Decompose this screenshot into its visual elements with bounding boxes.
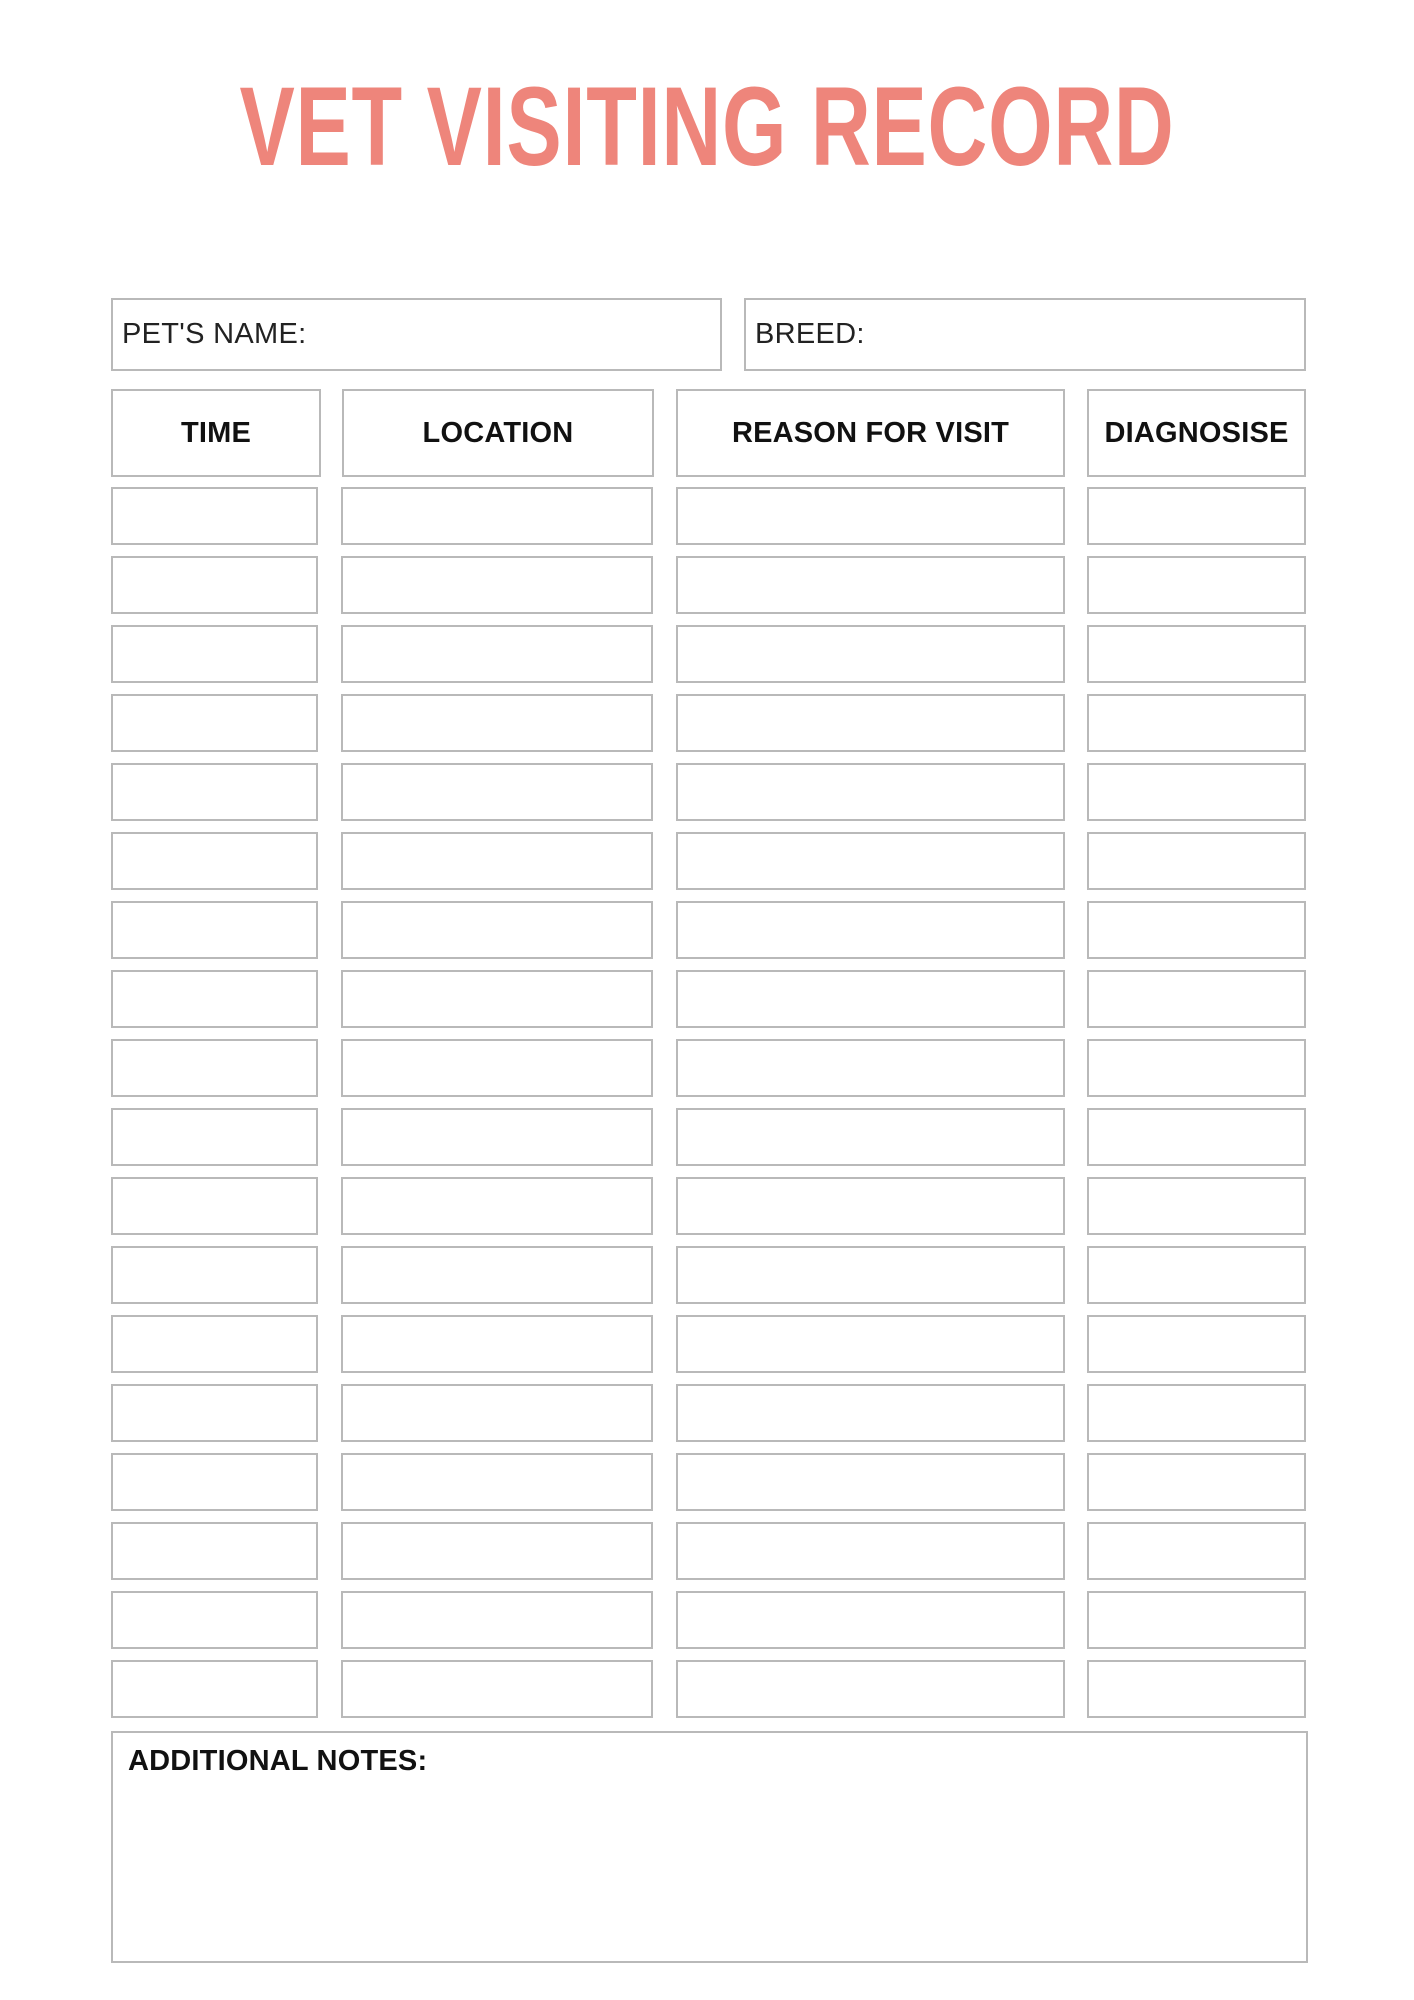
table-cell-diagnosise[interactable] bbox=[1087, 1660, 1306, 1718]
table-cell-time[interactable] bbox=[111, 901, 318, 959]
table-cell-time[interactable] bbox=[111, 832, 318, 890]
page-title: VET VISITING RECORD bbox=[239, 64, 1175, 189]
table-cell-diagnosise[interactable] bbox=[1087, 1453, 1306, 1511]
table-cell-time[interactable] bbox=[111, 970, 318, 1028]
table-cell-reason-for-visit[interactable] bbox=[676, 1384, 1065, 1442]
table-cell-location[interactable] bbox=[341, 763, 653, 821]
table-cell-reason-for-visit[interactable] bbox=[676, 487, 1065, 545]
table-cell-time[interactable] bbox=[111, 1591, 318, 1649]
table-cell-time[interactable] bbox=[111, 556, 318, 614]
column-header-reason-for-visit: REASON FOR VISIT bbox=[676, 389, 1065, 477]
table-cell-reason-for-visit[interactable] bbox=[676, 970, 1065, 1028]
pet-name-label: PET'S NAME: bbox=[122, 318, 307, 350]
table-cell-location[interactable] bbox=[341, 556, 653, 614]
additional-notes-label: ADDITIONAL NOTES: bbox=[128, 1745, 428, 1777]
table-cell-time[interactable] bbox=[111, 1522, 318, 1580]
table-cell-time[interactable] bbox=[111, 694, 318, 752]
table-cell-diagnosise[interactable] bbox=[1087, 556, 1306, 614]
table-cell-location[interactable] bbox=[341, 1384, 653, 1442]
table-cell-time[interactable] bbox=[111, 763, 318, 821]
table-cell-reason-for-visit[interactable] bbox=[676, 1453, 1065, 1511]
table-cell-time[interactable] bbox=[111, 1384, 318, 1442]
table-cell-location[interactable] bbox=[341, 970, 653, 1028]
table-cell-location[interactable] bbox=[341, 1108, 653, 1166]
table-cell-diagnosise[interactable] bbox=[1087, 1315, 1306, 1373]
table-cell-diagnosise[interactable] bbox=[1087, 970, 1306, 1028]
table-cell-location[interactable] bbox=[341, 694, 653, 752]
table-cell-diagnosise[interactable] bbox=[1087, 1522, 1306, 1580]
pet-name-field[interactable] bbox=[111, 298, 722, 371]
table-cell-diagnosise[interactable] bbox=[1087, 625, 1306, 683]
table-cell-time[interactable] bbox=[111, 1177, 318, 1235]
table-cell-diagnosise[interactable] bbox=[1087, 694, 1306, 752]
table-cell-location[interactable] bbox=[341, 1177, 653, 1235]
table-cell-reason-for-visit[interactable] bbox=[676, 1660, 1065, 1718]
column-header-diagnosise: DIAGNOSISE bbox=[1087, 389, 1306, 477]
table-cell-diagnosise[interactable] bbox=[1087, 487, 1306, 545]
table-cell-time[interactable] bbox=[111, 1108, 318, 1166]
table-cell-reason-for-visit[interactable] bbox=[676, 625, 1065, 683]
table-cell-diagnosise[interactable] bbox=[1087, 1039, 1306, 1097]
table-cell-location[interactable] bbox=[341, 901, 653, 959]
table-cell-reason-for-visit[interactable] bbox=[676, 694, 1065, 752]
table-cell-time[interactable] bbox=[111, 625, 318, 683]
table-cell-reason-for-visit[interactable] bbox=[676, 901, 1065, 959]
column-header-time: TIME bbox=[111, 389, 321, 477]
table-cell-time[interactable] bbox=[111, 487, 318, 545]
table-cell-reason-for-visit[interactable] bbox=[676, 1315, 1065, 1373]
table-cell-reason-for-visit[interactable] bbox=[676, 1246, 1065, 1304]
table-cell-reason-for-visit[interactable] bbox=[676, 1591, 1065, 1649]
table-cell-location[interactable] bbox=[341, 1315, 653, 1373]
table-cell-reason-for-visit[interactable] bbox=[676, 1522, 1065, 1580]
table-cell-location[interactable] bbox=[341, 1522, 653, 1580]
additional-notes-box[interactable] bbox=[111, 1731, 1308, 1963]
table-cell-reason-for-visit[interactable] bbox=[676, 832, 1065, 890]
breed-label: BREED: bbox=[755, 318, 865, 350]
table-cell-reason-for-visit[interactable] bbox=[676, 1108, 1065, 1166]
table-cell-diagnosise[interactable] bbox=[1087, 1246, 1306, 1304]
breed-field[interactable] bbox=[744, 298, 1306, 371]
table-cell-diagnosise[interactable] bbox=[1087, 1591, 1306, 1649]
table-cell-location[interactable] bbox=[341, 1591, 653, 1649]
table-cell-location[interactable] bbox=[341, 832, 653, 890]
table-cell-location[interactable] bbox=[341, 487, 653, 545]
table-cell-time[interactable] bbox=[111, 1246, 318, 1304]
table-cell-diagnosise[interactable] bbox=[1087, 1108, 1306, 1166]
table-cell-location[interactable] bbox=[341, 1453, 653, 1511]
table-cell-diagnosise[interactable] bbox=[1087, 763, 1306, 821]
table-cell-location[interactable] bbox=[341, 1039, 653, 1097]
table-cell-diagnosise[interactable] bbox=[1087, 1384, 1306, 1442]
table-cell-reason-for-visit[interactable] bbox=[676, 556, 1065, 614]
table-cell-time[interactable] bbox=[111, 1039, 318, 1097]
table-cell-time[interactable] bbox=[111, 1453, 318, 1511]
table-cell-reason-for-visit[interactable] bbox=[676, 1039, 1065, 1097]
table-cell-location[interactable] bbox=[341, 1246, 653, 1304]
table-cell-location[interactable] bbox=[341, 1660, 653, 1718]
table-cell-reason-for-visit[interactable] bbox=[676, 763, 1065, 821]
table-cell-diagnosise[interactable] bbox=[1087, 832, 1306, 890]
table-cell-diagnosise[interactable] bbox=[1087, 1177, 1306, 1235]
table-cell-diagnosise[interactable] bbox=[1087, 901, 1306, 959]
table-cell-time[interactable] bbox=[111, 1315, 318, 1373]
column-header-location: LOCATION bbox=[342, 389, 654, 477]
table-cell-location[interactable] bbox=[341, 625, 653, 683]
table-cell-time[interactable] bbox=[111, 1660, 318, 1718]
table-cell-reason-for-visit[interactable] bbox=[676, 1177, 1065, 1235]
